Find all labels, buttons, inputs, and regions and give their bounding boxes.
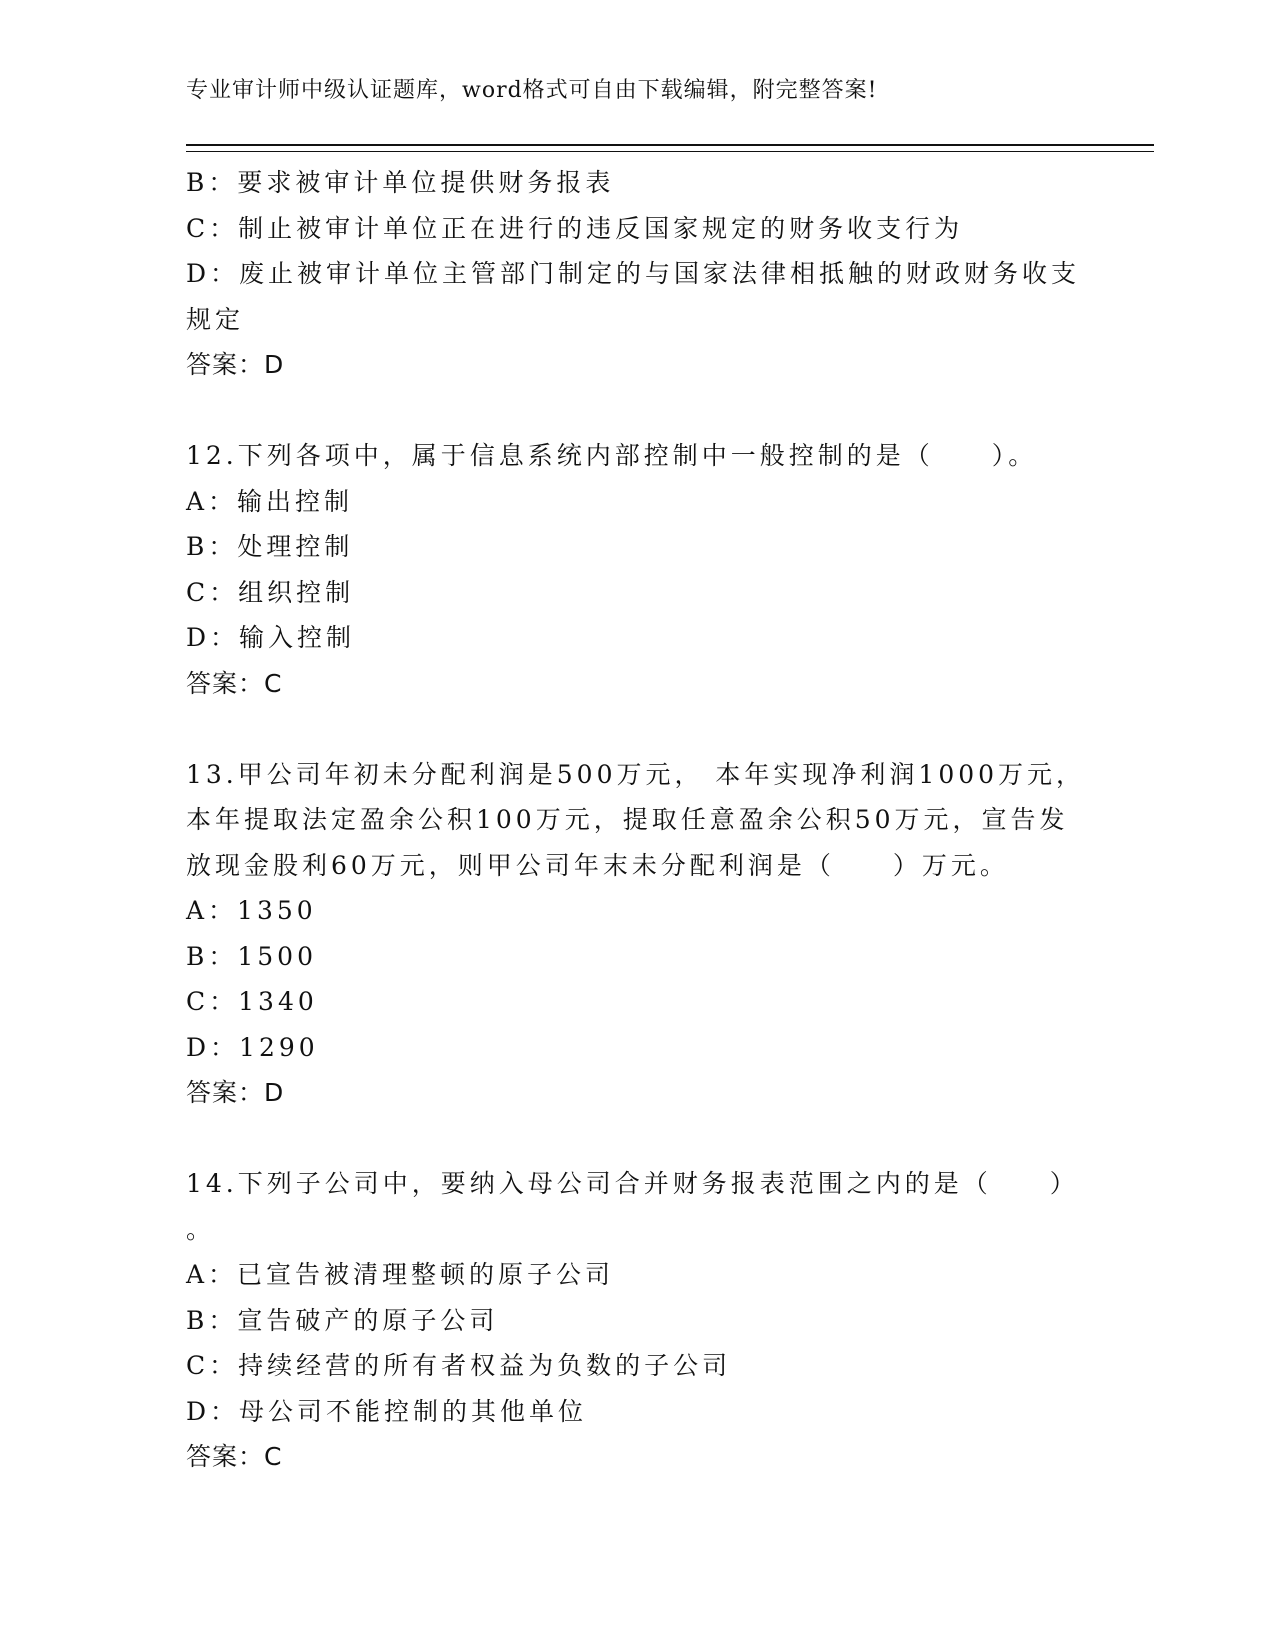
q13-stem-line-1: 13.甲公司年初未分配利润是500万元， 本年实现净利润1000万元， [186,759,1086,789]
q11-answer: 答案：D [186,350,285,379]
q11-option-b: B：要求被审计单位提供财务报表 [186,168,615,197]
question-14 [186,1161,1086,1480]
q12-option-d: D：输入控制 [186,623,356,652]
q13-stem-line-2: 本年提取法定盈余公积100万元，提取任意盈余公积50万元，宣告发 [186,805,1069,834]
q14-option-b: B：宣告破产的原子公司 [186,1305,499,1335]
q14-stem-line-2: 。 [186,1214,216,1244]
q13-option-d: D：1290 [186,1032,319,1062]
q12-option-a: A：输出控制 [186,486,354,516]
q13-option-b: B：1500 [186,941,317,971]
question-13 [186,752,1086,1116]
q12-answer: 答案：C [186,668,283,698]
q12-option-c: C：组织控制 [186,577,355,607]
q13-option-c: C：1340 [186,987,318,1016]
q14-option-c: C：持续经营的所有者权益为负数的子公司 [186,1351,732,1380]
q13-stem-line-3: 放现金股利60万元，则甲公司年末未分配利润是（ ）万元。 [186,850,1009,880]
q11-option-d: D：废止被审计单位主管部门制定的与国家法律相抵触的财政财务收支 [186,259,1081,288]
q13-option-a: A：1350 [186,896,317,925]
q11-option-d-continued: 规定 [186,304,245,334]
q14-answer: 答案：C [186,1442,283,1471]
header-divider [186,144,1154,152]
q12-option-b: B：处理控制 [186,532,354,561]
question-12 [186,433,1086,706]
question-11 [186,160,1086,388]
q11-option-c: C：制止被审计单位正在进行的违反国家规定的财务收支行为 [186,213,964,243]
q14-option-a: A：已宣告被清理整顿的原子公司 [186,1260,615,1289]
q12-stem: 12.下列各项中，属于信息系统内部控制中一般控制的是（ ）。 [186,441,1038,470]
q14-stem-line-1: 14.下列子公司中，要纳入母公司合并财务报表范围之内的是（ ） [186,1169,1079,1198]
page-header: 专业审计师中级认证题库，word格式可自由下载编辑，附完整答案! [186,78,878,103]
document-body [186,160,1086,1480]
q14-option-d: D：母公司不能控制的其他单位 [186,1396,588,1426]
q13-answer: 答案：D [186,1078,285,1107]
